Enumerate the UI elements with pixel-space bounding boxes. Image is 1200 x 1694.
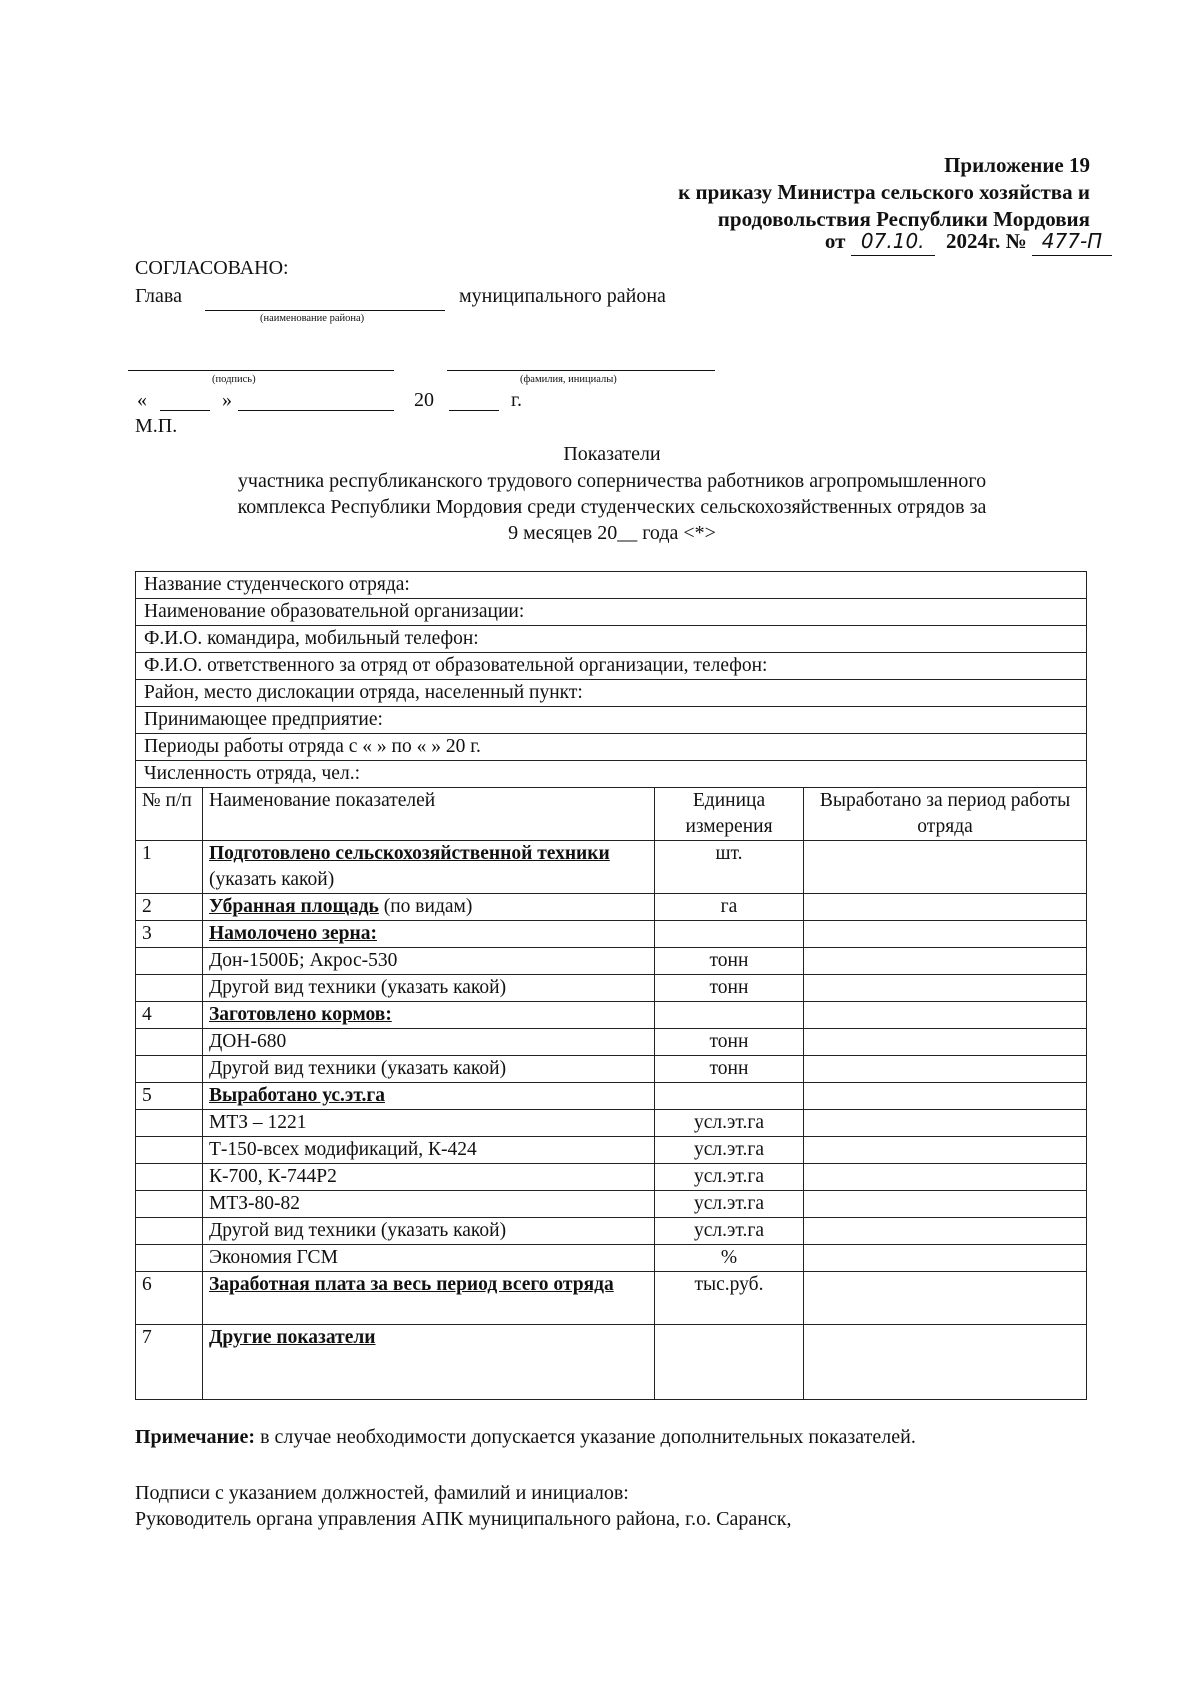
row-indicator [203, 1083, 655, 1110]
row-indicator [203, 894, 655, 921]
row-unit: усл.эт.га [655, 1164, 804, 1191]
date-prefix: от [824, 229, 846, 253]
order-line-1: к приказу Министра сельского хозяйства и [678, 180, 1090, 204]
table-row [136, 1245, 1087, 1272]
row-number: 4 [136, 1002, 203, 1029]
row-number [136, 1245, 203, 1272]
row-value-cell [804, 1029, 1087, 1056]
info-field: Ф.И.О. командира, мобильный телефон: [136, 626, 1087, 653]
info-row [136, 734, 1087, 761]
district-hint: (наименование района) [260, 313, 365, 324]
row-number [136, 1218, 203, 1245]
row-number: 1 [136, 841, 203, 894]
name-line [447, 370, 715, 371]
row-indicator [203, 1218, 655, 1245]
indicator-text: Другой вид техники (указать какой) [209, 1058, 507, 1079]
row-indicator [203, 1164, 655, 1191]
row-number [136, 1191, 203, 1218]
row-number: 6 [136, 1272, 203, 1325]
indicator-bold: Заработная плата за весь период всего отряда [209, 1274, 614, 1295]
note-text: в случае необходимости допускается указание дополнительных показателей. [255, 1426, 916, 1448]
indicator-bold: Намолочено зерна: [209, 923, 377, 944]
quote-open: « [137, 389, 147, 411]
row-value-cell [804, 1218, 1087, 1245]
head-label: Глава [135, 285, 182, 307]
row-value-cell [804, 1002, 1087, 1029]
day-line [160, 410, 210, 411]
row-unit: % [655, 1245, 804, 1272]
signature-hint: (подпись) [212, 374, 256, 385]
info-field: Ф.И.О. ответственного за отряд от образовательной организации, телефон: [136, 653, 1087, 680]
doc-title-line-3: 9 месяцев 20__ года <*> [508, 522, 716, 544]
row-number [136, 948, 203, 975]
district-line [205, 310, 445, 311]
row-indicator [203, 1245, 655, 1272]
row-unit [655, 1083, 804, 1110]
indicator-text: Дон-1500Б; Акрос-530 [209, 950, 398, 971]
row-value-cell [804, 975, 1087, 1002]
info-row [136, 707, 1087, 734]
indicator-text: (по видам) [378, 896, 473, 917]
info-field: Периоды работы отряда с « » по « » 20 г. [136, 734, 1087, 761]
table-row [136, 1110, 1087, 1137]
row-indicator [203, 1137, 655, 1164]
table-row [136, 1164, 1087, 1191]
info-row [136, 761, 1087, 788]
row-number [136, 1056, 203, 1083]
table-row [136, 1191, 1087, 1218]
doc-title-line-2: комплекса Республики Мордовия среди студенческих сельскохозяйственных отрядов за [237, 496, 987, 518]
year-suffix: г. [511, 389, 522, 411]
row-value-cell [804, 1164, 1087, 1191]
row-unit: тонн [655, 975, 804, 1002]
table-row [136, 921, 1087, 948]
row-indicator [203, 841, 655, 894]
row-indicator [203, 1056, 655, 1083]
row-number: 7 [136, 1325, 203, 1400]
row-indicator [203, 1272, 655, 1325]
table-row [136, 1137, 1087, 1164]
row-value-cell [804, 841, 1087, 894]
order-number: 477-П [1032, 228, 1112, 256]
row-value-cell [804, 1137, 1087, 1164]
signatures-label: Подписи с указанием должностей, фамилий и инициалов: [135, 1482, 629, 1504]
indicator-text: МТЗ – 1221 [209, 1112, 307, 1133]
note-label: Примечание: [135, 1426, 256, 1448]
row-unit: усл.эт.га [655, 1110, 804, 1137]
table-row [136, 975, 1087, 1002]
row-unit: тонн [655, 948, 804, 975]
row-indicator [203, 1325, 655, 1400]
info-row [136, 626, 1087, 653]
row-indicator [203, 1029, 655, 1056]
row-value-cell [804, 948, 1087, 975]
table-row [136, 1056, 1087, 1083]
row-number [136, 1137, 203, 1164]
row-number [136, 1110, 203, 1137]
name-hint: (фамилия, инициалы) [520, 374, 617, 385]
row-value-cell [804, 894, 1087, 921]
col-name-header: Наименование показателей [203, 788, 655, 841]
indicator-text: Экономия ГСМ [209, 1247, 338, 1268]
row-value-cell [804, 1083, 1087, 1110]
row-unit: тонн [655, 1056, 804, 1083]
appendix-title: Приложение 19 [944, 153, 1090, 177]
row-number [136, 1029, 203, 1056]
col-unit-header: Единица измерения [655, 788, 804, 841]
info-field: Район, место дислокации отряда, населенный пункт: [136, 680, 1087, 707]
row-number [136, 975, 203, 1002]
year-line [449, 410, 499, 411]
indicator-text: Т-150-всех модификаций, К-424 [209, 1139, 477, 1160]
indicator-bold: Заготовлено кормов: [209, 1004, 392, 1025]
indicator-text: МТЗ-80-82 [209, 1193, 301, 1214]
indicator-text: (указать какой) [209, 869, 335, 890]
table-row [136, 1218, 1087, 1245]
table-row [136, 1325, 1087, 1400]
row-number: 3 [136, 921, 203, 948]
doc-heading: Показатели [563, 443, 661, 465]
info-field: Название студенческого отряда: [136, 572, 1087, 599]
row-unit: тыс.руб. [655, 1272, 804, 1325]
info-field: Наименование образовательной организации: [136, 599, 1087, 626]
indicator-text: Другой вид техники (указать какой) [209, 1220, 507, 1241]
indicator-text: К-700, К-744Р2 [209, 1166, 337, 1187]
table-row [136, 1029, 1087, 1056]
row-indicator [203, 975, 655, 1002]
info-field: Численность отряда, чел.: [136, 761, 1087, 788]
order-year: 2024 [945, 229, 988, 253]
quote-close: » [222, 389, 232, 411]
table-row [136, 894, 1087, 921]
table-row [136, 1272, 1087, 1325]
row-indicator [203, 1110, 655, 1137]
row-indicator [203, 948, 655, 975]
order-date-line [825, 228, 1112, 256]
row-indicator [203, 921, 655, 948]
agreed-label: СОГЛАСОВАНО: [135, 257, 289, 279]
row-number: 2 [136, 894, 203, 921]
row-unit: тонн [655, 1029, 804, 1056]
table-header-row [136, 788, 1087, 841]
indicators-table [135, 571, 1087, 1400]
order-line-2: продовольствия Республики Мордовия [717, 207, 1090, 231]
row-value-cell [804, 1110, 1087, 1137]
row-number [136, 1164, 203, 1191]
info-field: Принимающее предприятие: [136, 707, 1087, 734]
indicator-text: Другой вид техники (указать какой) [209, 977, 507, 998]
col-num-header: № п/п [136, 788, 203, 841]
row-value-cell [804, 1272, 1087, 1325]
info-row [136, 680, 1087, 707]
info-row [136, 572, 1087, 599]
order-date: 07.10. [851, 228, 935, 256]
row-indicator [203, 1002, 655, 1029]
row-unit: шт. [655, 841, 804, 894]
row-value-cell [804, 1056, 1087, 1083]
signature-line [128, 370, 394, 371]
doc-title-line-1: участника республиканского трудового соперничества работников агропромышленного [237, 470, 987, 492]
indicator-bold: Другие показатели [209, 1327, 376, 1348]
table-row [136, 1002, 1087, 1029]
note [135, 1426, 916, 1449]
row-unit [655, 1325, 804, 1400]
info-row [136, 653, 1087, 680]
indicator-bold: Убранная площадь [209, 896, 379, 917]
row-value-cell [804, 1325, 1087, 1400]
table-row [136, 1083, 1087, 1110]
col-done-header: Выработано за период работы отряда [804, 788, 1087, 841]
year-prefix: 20 [414, 389, 434, 411]
indicator-bold: Выработано ус.эт.га [209, 1085, 385, 1106]
row-unit [655, 1002, 804, 1029]
row-value-cell [804, 921, 1087, 948]
row-unit: усл.эт.га [655, 1191, 804, 1218]
row-value-cell [804, 1245, 1087, 1272]
table-row [136, 841, 1087, 894]
stamp-label: М.П. [135, 415, 178, 437]
indicator-bold: Подготовлено сельскохозяйственной техники [209, 843, 610, 864]
table-row [136, 948, 1087, 975]
order-year-suffix: г. № [987, 229, 1027, 253]
row-unit: га [655, 894, 804, 921]
info-row [136, 599, 1087, 626]
head-agency-line: Руководитель органа управления АПК муниципального района, г.о. Саранск, [135, 1508, 792, 1530]
month-line [238, 410, 394, 411]
district-label: муниципального района [459, 285, 666, 307]
row-unit: усл.эт.га [655, 1218, 804, 1245]
indicator-text: ДОН-680 [209, 1031, 287, 1052]
row-indicator [203, 1191, 655, 1218]
row-unit: усл.эт.га [655, 1137, 804, 1164]
row-value-cell [804, 1191, 1087, 1218]
row-unit [655, 921, 804, 948]
row-number: 5 [136, 1083, 203, 1110]
